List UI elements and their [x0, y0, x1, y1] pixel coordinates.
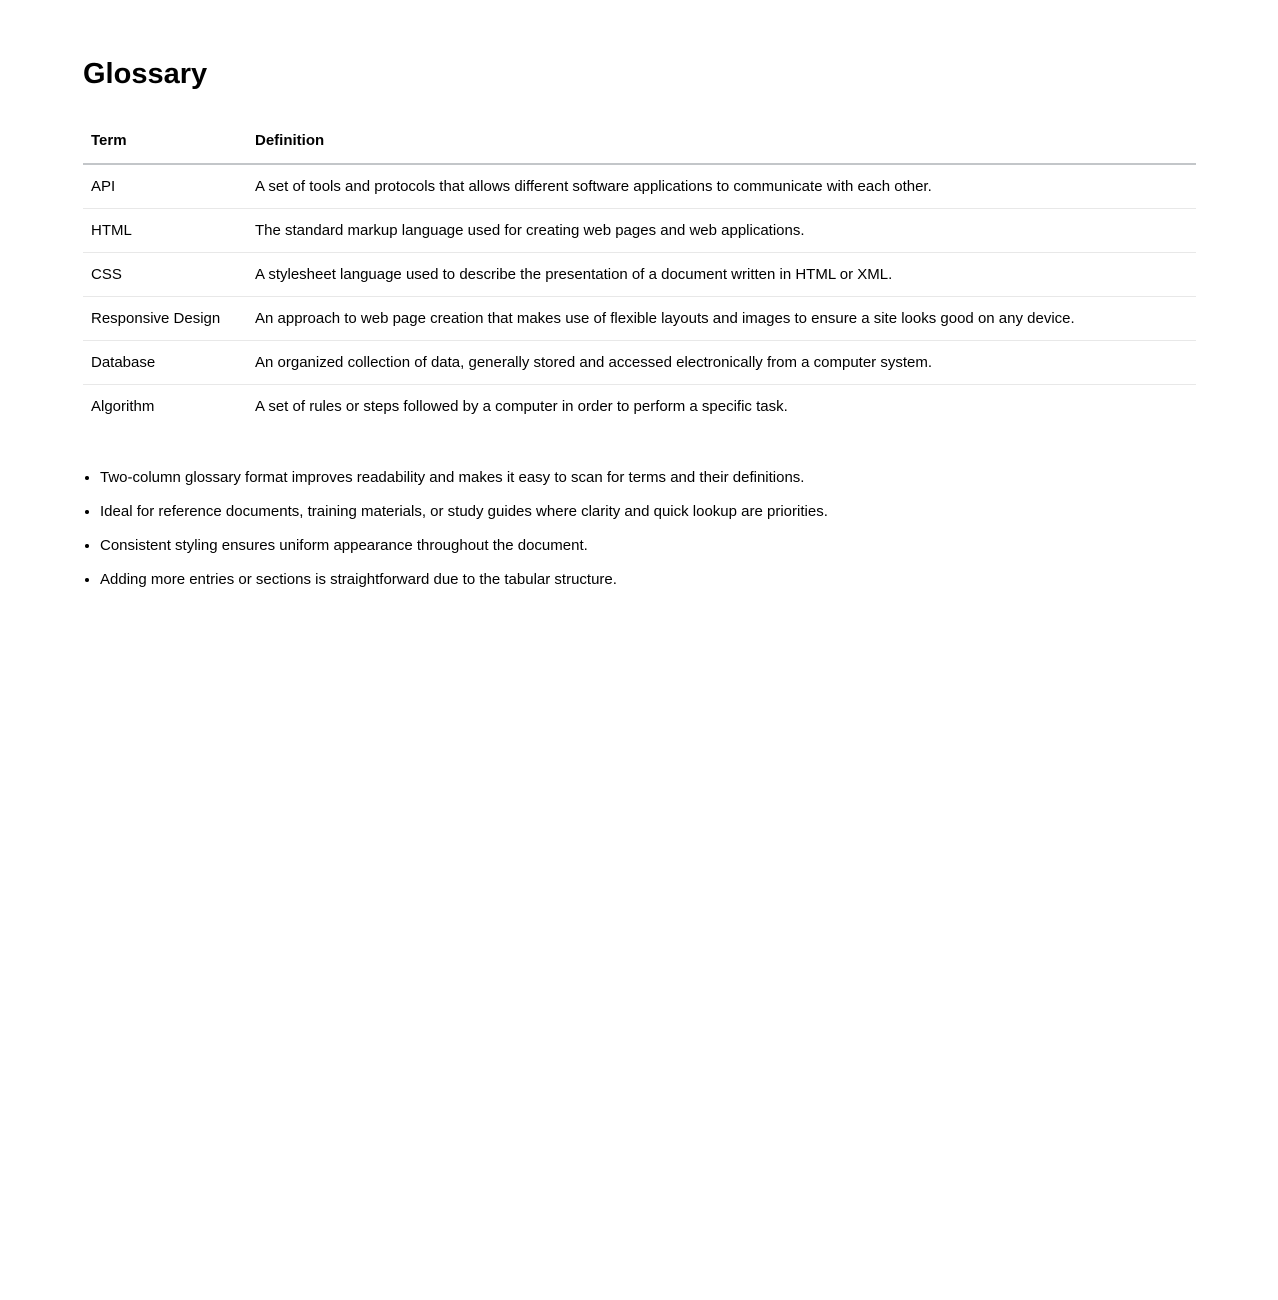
table-row [83, 341, 1196, 385]
list-item: • Ideal for reference documents, training materials, or study guides where clarity and quick lookup are priorities. [100, 502, 1196, 521]
definition-cell: A set of tools and protocols that allows different software applications to communicate with each other. [255, 178, 932, 196]
term-cell: Database [83, 341, 247, 385]
definition-cell: A stylesheet language used to describe the presentation of a document written in HTML or XML. [247, 253, 1196, 297]
notes-list [83, 468, 1196, 589]
term-cell: API [91, 178, 116, 196]
definition-cell: An approach to web page creation that makes use of flexible layouts and images to ensure a site looks good on any device. [247, 297, 1196, 341]
list-item: • Consistent styling ensures uniform appearance throughout the document. [100, 536, 1196, 555]
definition-cell: A set of rules or steps followed by a computer in order to perform a specific task. [247, 385, 1196, 429]
term-cell: Algorithm [83, 385, 247, 429]
column-header-definition: Definition [247, 122, 1196, 164]
list-item: • Adding more entries or sections is straightforward due to the tabular structure. [100, 570, 1196, 589]
term-cell: Responsive Design [83, 297, 247, 341]
term-cell: HTML [83, 209, 247, 253]
glossary-table [83, 122, 1196, 428]
definition-cell: An organized collection of data, generally stored and accessed electronically from a computer system. [247, 341, 1196, 385]
definition-cell: The standard markup language used for creating web pages and web applications. [247, 209, 1196, 253]
table-row [83, 297, 1196, 341]
column-header-term: Term [83, 122, 247, 164]
page-title: Glossary [83, 58, 208, 90]
table-header-row [83, 122, 1196, 164]
table-row [83, 209, 1196, 253]
table-row [83, 164, 1196, 209]
term-cell: CSS [83, 253, 247, 297]
table-row [83, 253, 1196, 297]
list-item: • Two-column glossary format improves readability and makes it easy to scan for terms and their definitions. [100, 468, 1196, 487]
table-row [83, 385, 1196, 429]
